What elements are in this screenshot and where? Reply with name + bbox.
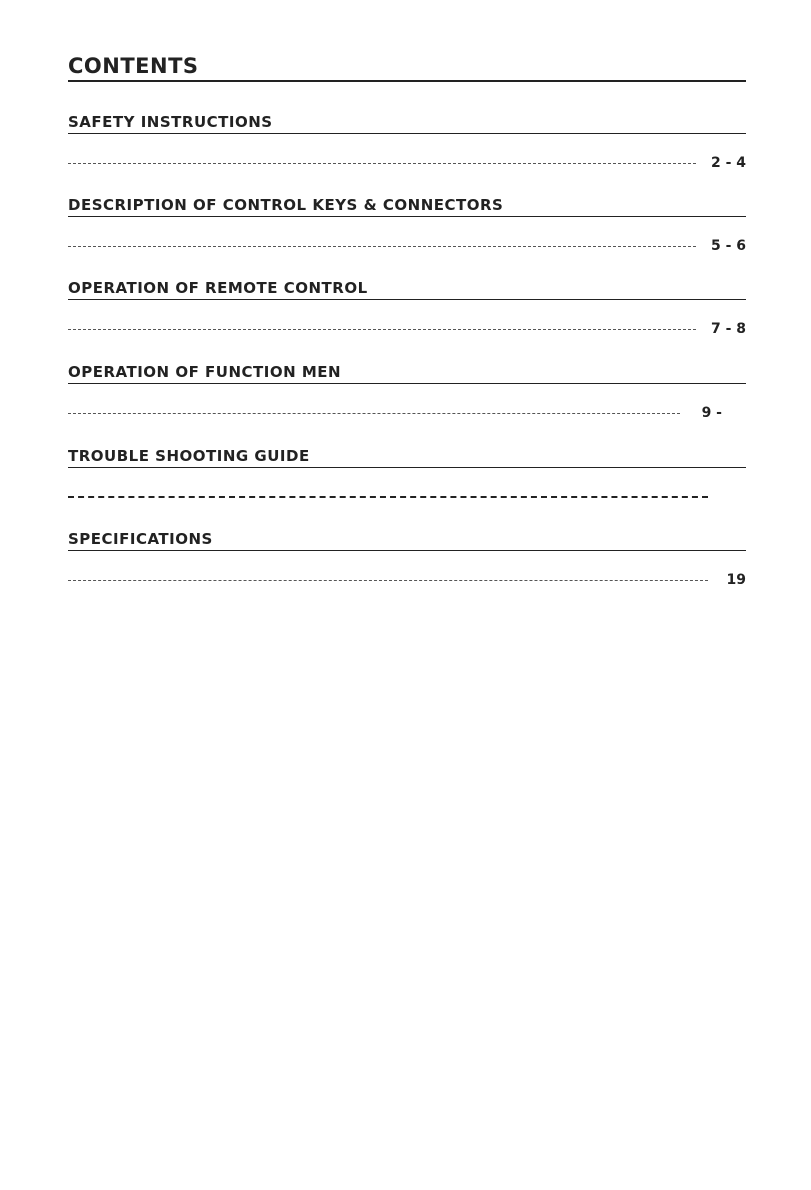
toc-entry-trouble-shooting[interactable] <box>68 447 746 522</box>
section-heading: TROUBLE SHOOTING GUIDE <box>68 447 310 465</box>
toc-entry-safety-instructions[interactable] <box>68 113 746 188</box>
page-range: 7 - 8 <box>710 321 746 337</box>
section-divider <box>68 383 746 384</box>
section-divider <box>68 133 746 134</box>
section-heading: SAFETY INSTRUCTIONS <box>68 113 273 131</box>
page-range: 5 - 6 <box>710 238 746 254</box>
page-range: 2 - 4 <box>710 155 746 171</box>
dotted-leader <box>68 496 708 498</box>
dotted-leader <box>68 329 696 330</box>
toc-entry-function-menu[interactable] <box>68 363 746 438</box>
section-heading: OPERATION OF FUNCTION MEN <box>68 363 342 381</box>
toc-entry-remote-control[interactable] <box>68 279 746 354</box>
section-divider <box>68 467 746 468</box>
page-range: 19 <box>726 572 746 588</box>
section-heading: SPECIFICATIONS <box>68 530 213 548</box>
title-divider <box>68 80 746 82</box>
dotted-leader <box>68 246 696 247</box>
section-divider <box>68 216 746 217</box>
section-heading: OPERATION OF REMOTE CONTROL <box>68 279 368 297</box>
section-heading: DESCRIPTION OF CONTROL KEYS & CONNECTORS <box>68 196 504 214</box>
section-divider <box>68 550 746 551</box>
section-divider <box>68 299 746 300</box>
dotted-leader <box>68 413 680 414</box>
toc-entry-control-keys-connectors[interactable] <box>68 196 746 271</box>
toc-entry-specifications[interactable] <box>68 530 746 605</box>
page-title: CONTENTS <box>68 54 199 78</box>
dotted-leader <box>68 163 696 164</box>
dotted-leader <box>68 580 708 581</box>
page-range: 9 - <box>701 405 722 421</box>
